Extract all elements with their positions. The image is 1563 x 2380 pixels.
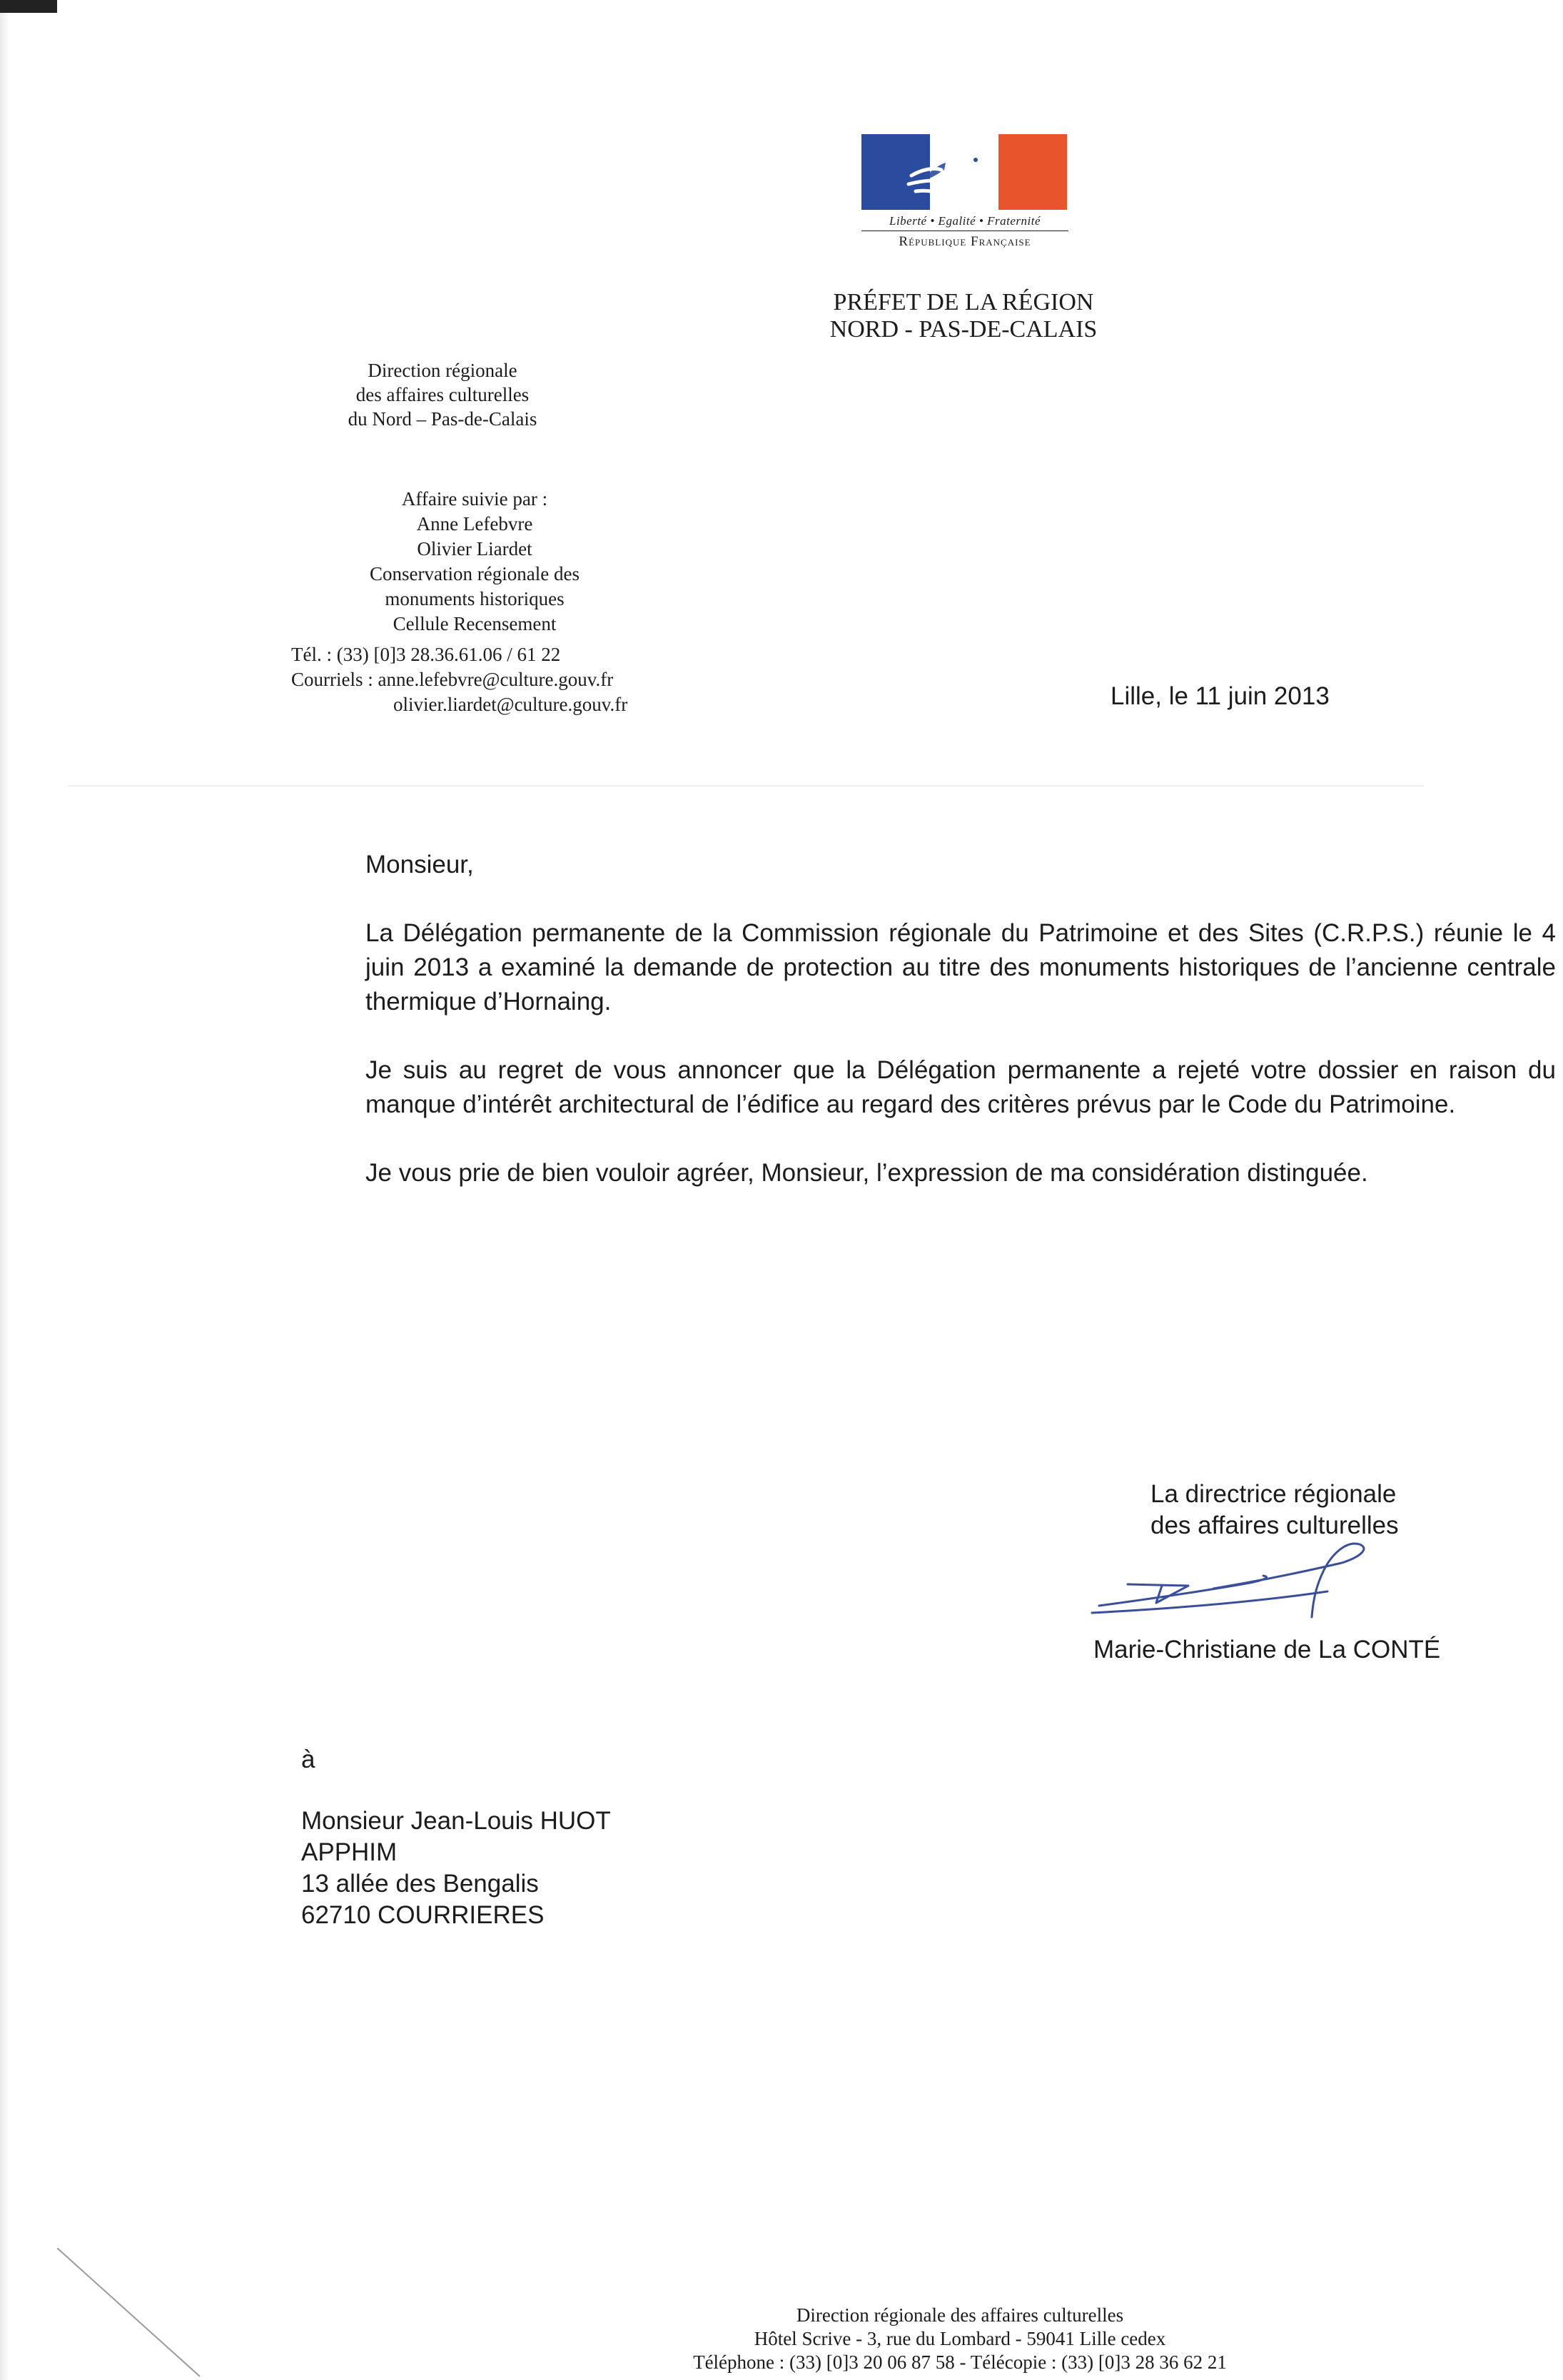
signature-title <box>1150 1479 1399 1541</box>
recipient-prefix: à <box>301 1746 315 1773</box>
affaire-line: monuments historiques <box>385 588 565 609</box>
letter-date: Lille, le 11 juin 2013 <box>1111 682 1330 710</box>
marianne-logo <box>861 134 1068 250</box>
fold-line <box>68 785 1424 786</box>
letter-body <box>365 848 1556 1225</box>
recipient-line: APPHIM <box>301 1838 398 1866</box>
affaire-line: Olivier Liardet <box>417 538 532 559</box>
sender-line: des affaires culturelles <box>355 384 530 405</box>
logo-republic: République Française <box>899 234 1031 249</box>
paragraph: Je vous prie de bien vouloir agréer, Monsieur, l’expression de ma considération distinguée. <box>365 1159 1368 1187</box>
affaire-line: Anne Lefebvre <box>416 513 533 535</box>
recipient-line: Monsieur Jean-Louis HUOT <box>301 1807 611 1835</box>
sender-block <box>271 358 614 431</box>
handwritten-signature <box>1085 1534 1413 1627</box>
contact-block <box>291 642 677 717</box>
paragraph: Je suis au regret de vous annoncer que la Délégation permanente a rejeté votre dossier en raison du manque d’intérêt architectural de l’édifice au regard des critères prévus par le Code du Patrimoine. <box>365 1056 1556 1118</box>
contact-email-1: Courriels : anne.lefebvre@culture.gouv.fr <box>291 669 614 690</box>
affaire-line: Affaire suivie par : <box>401 488 548 510</box>
sender-line: du Nord – Pas-de-Calais <box>348 408 537 430</box>
signature-title-line: La directrice régionale <box>1150 1480 1397 1508</box>
contact-email-2: olivier.liardet@culture.gouv.fr <box>393 694 628 715</box>
contact-phone: Tél. : (33) [0]3 28.36.61.06 / 61 22 <box>291 644 561 665</box>
sender-line: Direction régionale <box>368 360 517 381</box>
affaire-block <box>275 487 674 637</box>
signatory-name: Marie-Christiane de La CONTÉ <box>1093 1636 1441 1664</box>
footer-line: Hôtel Scrive - 3, rue du Lombard - 59041 Lille cedex <box>754 2328 1166 2349</box>
scan-edge-shadow <box>0 0 10 2380</box>
signature-title-line: des affaires culturelles <box>1150 1511 1399 1539</box>
footer-line: Direction régionale des affaires culturelles <box>796 2304 1124 2326</box>
affaire-line: Cellule Recensement <box>393 613 557 634</box>
salutation: Monsieur, <box>365 851 474 878</box>
affaire-line: Conservation régionale des <box>370 563 580 584</box>
recipient-line: 62710 COURRIERES <box>301 1901 545 1929</box>
prefet-header <box>785 289 1142 343</box>
recipient-address <box>301 1806 611 1931</box>
marianne-profile-icon <box>861 134 1067 210</box>
prefet-line-2: NORD - PAS-DE-CALAIS <box>829 316 1098 343</box>
prefet-line-1: PRÉFET DE LA RÉGION <box>833 289 1094 315</box>
footer-line: Téléphone : (33) [0]3 20 06 87 58 - Télécopie : (33) [0]3 28 36 62 21 <box>693 2351 1227 2373</box>
recipient-line: 13 allée des Bengalis <box>301 1870 539 1898</box>
page-footer <box>571 2304 1349 2374</box>
logo-motto: Liberté • Egalité • Fraternité <box>861 214 1068 231</box>
paragraph: La Délégation permanente de la Commission régionale du Patrimoine et des Sites (C.R.P.S.) réunie le 4 juin 2013 a examiné la demande de protection au titre des monuments historiques de l’ancienne centrale thermique d’Hornaing. <box>365 919 1556 1016</box>
page-corner-crease <box>57 2248 214 2380</box>
scan-mark <box>0 0 57 13</box>
